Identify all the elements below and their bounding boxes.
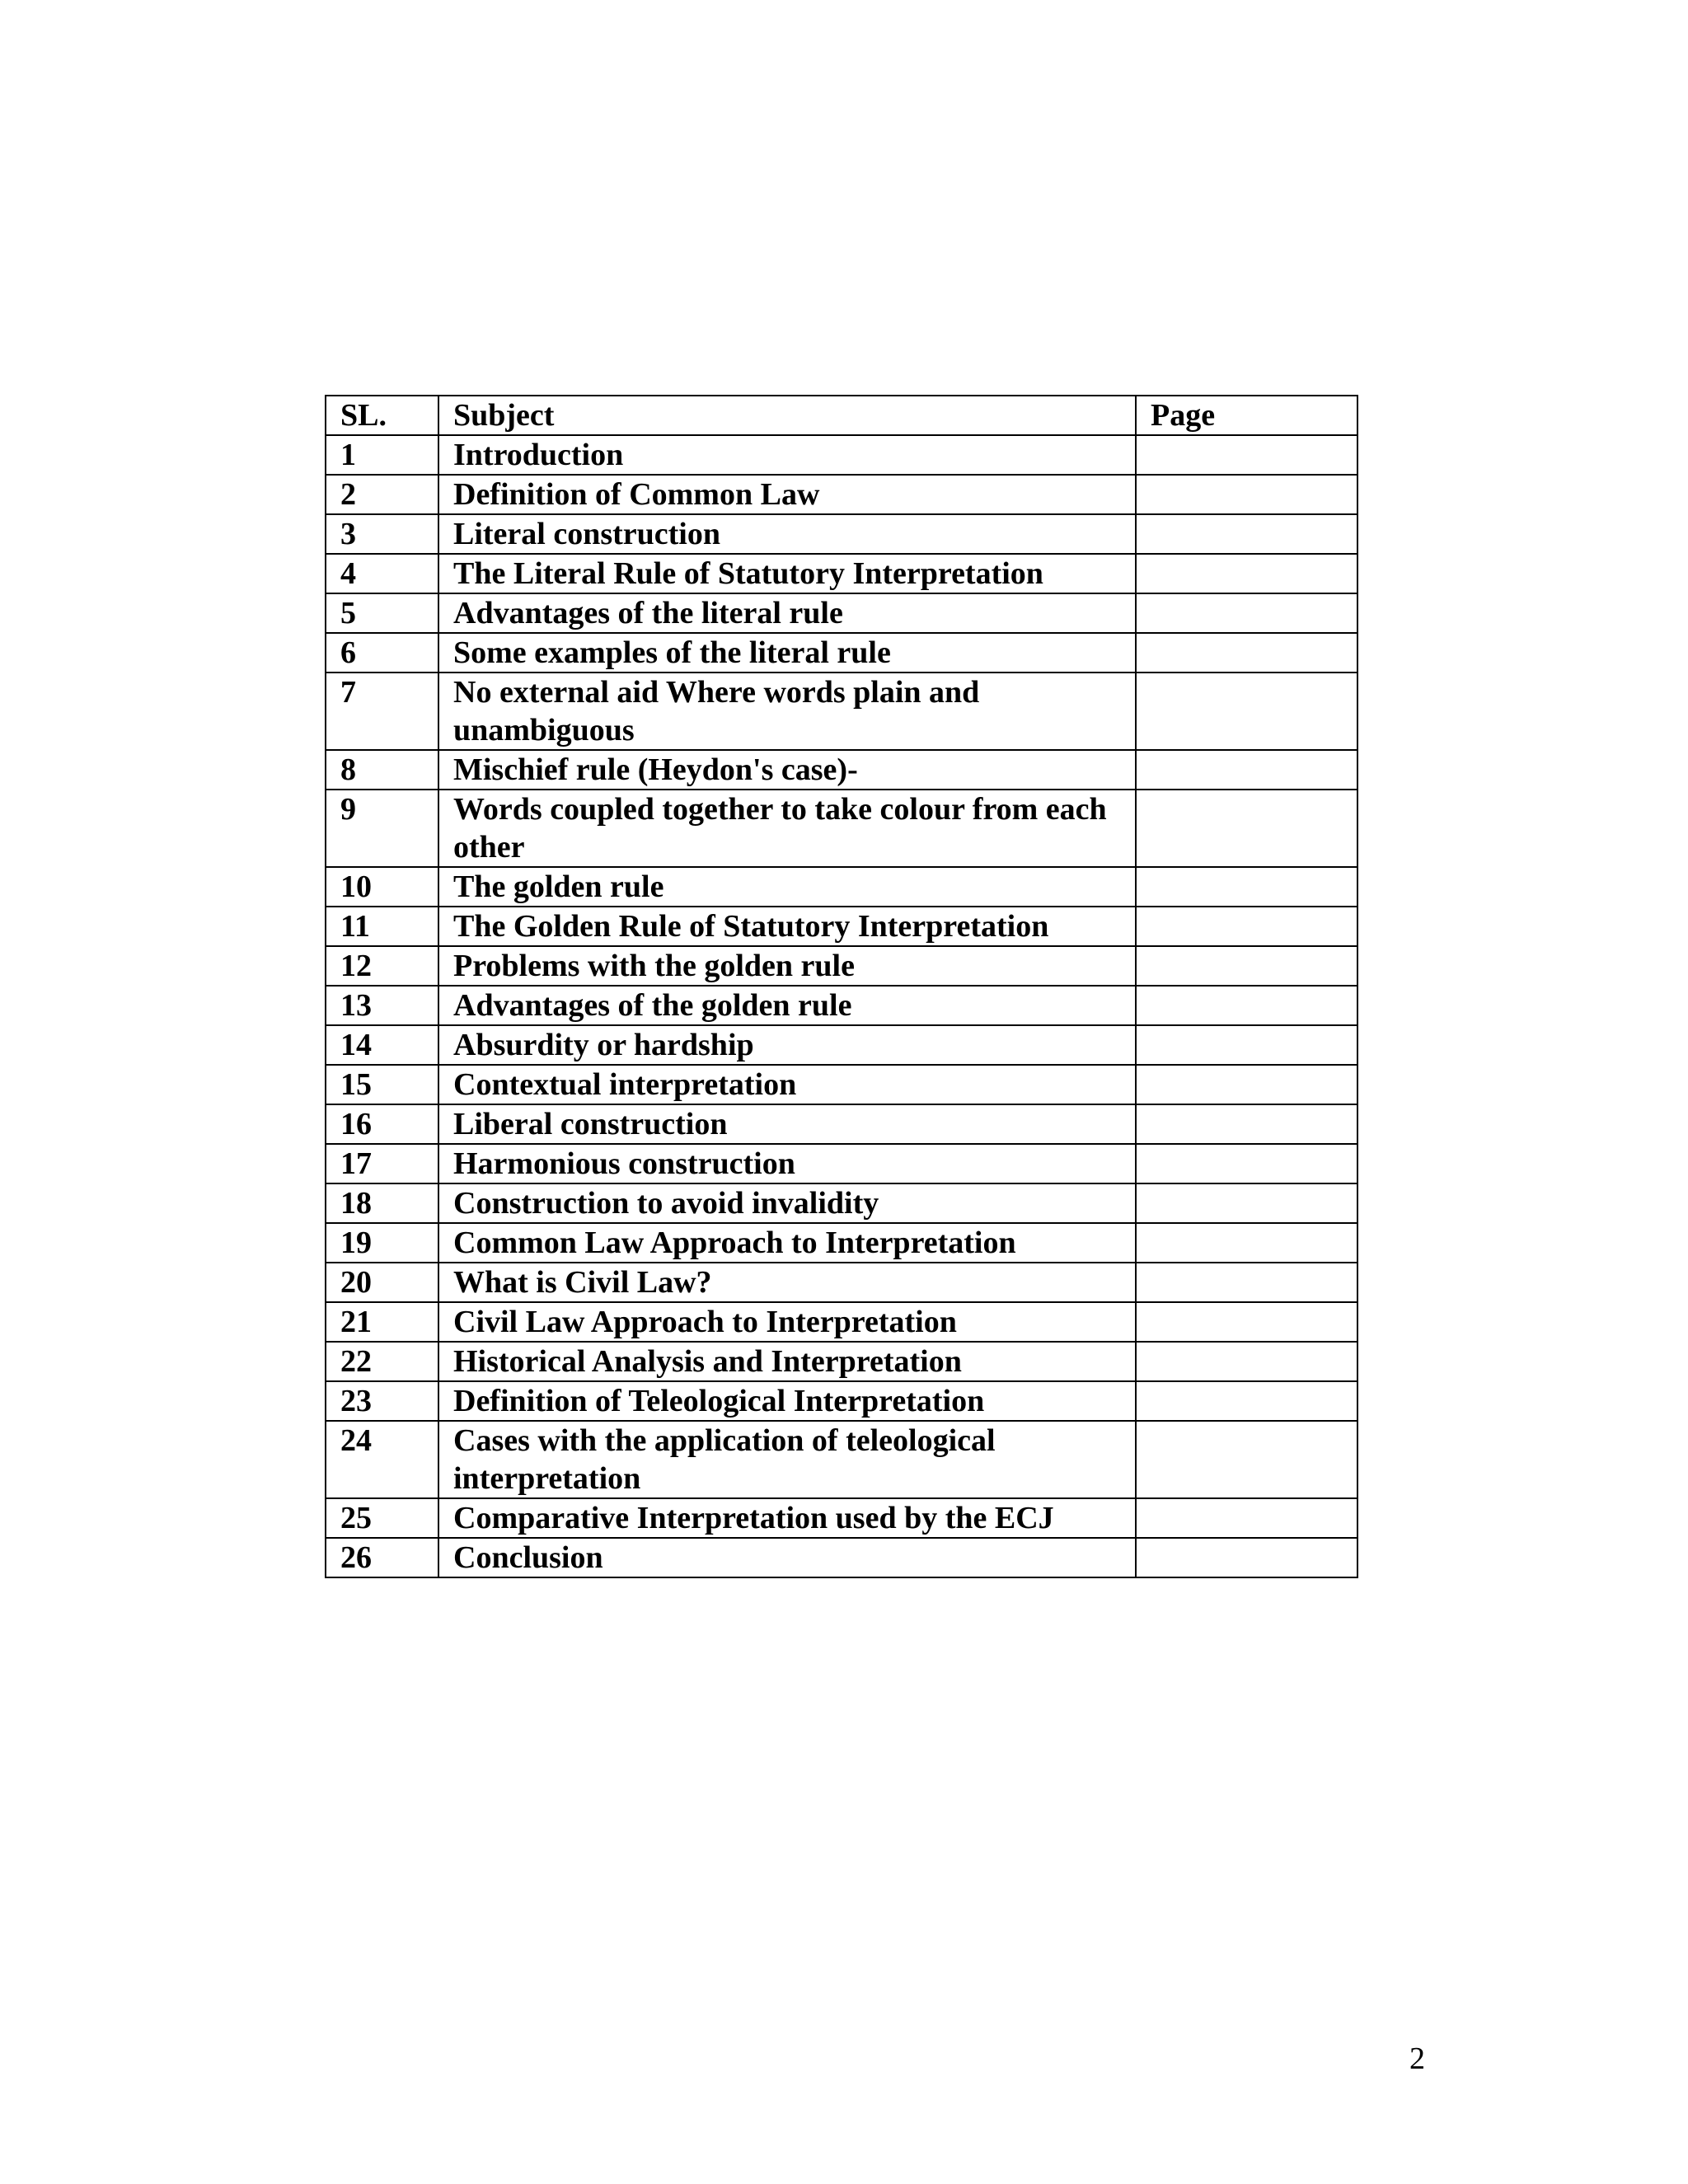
cell-subject: Definition of Common Law [438, 475, 1136, 514]
table-row [326, 986, 1357, 1025]
header-subject: Subject [438, 396, 1136, 435]
cell-sl: 8 [326, 750, 438, 790]
cell-page [1136, 790, 1357, 867]
table-row [326, 750, 1357, 790]
cell-subject: Construction to avoid invalidity [438, 1183, 1136, 1223]
table-row [326, 633, 1357, 673]
cell-subject: Harmonious construction [438, 1144, 1136, 1183]
cell-page [1136, 1144, 1357, 1183]
cell-sl: 18 [326, 1183, 438, 1223]
table-row [326, 1183, 1357, 1223]
table-row [326, 475, 1357, 514]
table-row [326, 907, 1357, 946]
table-row [326, 593, 1357, 633]
table-row [326, 1263, 1357, 1302]
cell-page [1136, 1381, 1357, 1421]
cell-subject: Introduction [438, 435, 1136, 475]
cell-sl: 26 [326, 1538, 438, 1577]
cell-sl: 10 [326, 867, 438, 907]
table-header-row [326, 396, 1357, 435]
table-row [326, 1421, 1357, 1498]
cell-sl: 17 [326, 1144, 438, 1183]
cell-subject: The Literal Rule of Statutory Interpretation [438, 554, 1136, 593]
cell-subject: Advantages of the golden rule [438, 986, 1136, 1025]
cell-sl: 12 [326, 946, 438, 986]
table-row [326, 673, 1357, 750]
table-row [326, 790, 1357, 867]
cell-subject: Definition of Teleological Interpretation [438, 1381, 1136, 1421]
cell-sl: 3 [326, 514, 438, 554]
cell-subject: Words coupled together to take colour from each other [438, 790, 1136, 867]
cell-subject: The golden rule [438, 867, 1136, 907]
cell-subject: Comparative Interpretation used by the ECJ [438, 1498, 1136, 1538]
cell-page [1136, 593, 1357, 633]
cell-page [1136, 435, 1357, 475]
cell-sl: 4 [326, 554, 438, 593]
table-row [326, 1025, 1357, 1065]
table-row [326, 1104, 1357, 1144]
table-row [326, 867, 1357, 907]
cell-subject: The Golden Rule of Statutory Interpretation [438, 907, 1136, 946]
table-row [326, 1538, 1357, 1577]
cell-sl: 20 [326, 1263, 438, 1302]
cell-sl: 13 [326, 986, 438, 1025]
cell-page [1136, 1104, 1357, 1144]
cell-page [1136, 1421, 1357, 1498]
cell-subject: Absurdity or hardship [438, 1025, 1136, 1065]
cell-subject: Cases with the application of teleological interpretation [438, 1421, 1136, 1498]
cell-subject: Mischief rule (Heydon's case)- [438, 750, 1136, 790]
cell-sl: 19 [326, 1223, 438, 1263]
cell-subject: Problems with the golden rule [438, 946, 1136, 986]
cell-subject: Contextual interpretation [438, 1065, 1136, 1104]
cell-sl: 11 [326, 907, 438, 946]
cell-subject: Some examples of the literal rule [438, 633, 1136, 673]
cell-page [1136, 1302, 1357, 1342]
cell-page [1136, 554, 1357, 593]
cell-page [1136, 1223, 1357, 1263]
cell-sl: 21 [326, 1302, 438, 1342]
cell-subject: Common Law Approach to Interpretation [438, 1223, 1136, 1263]
table-row [326, 1498, 1357, 1538]
table-row [326, 514, 1357, 554]
cell-subject: What is Civil Law? [438, 1263, 1136, 1302]
cell-page [1136, 867, 1357, 907]
cell-subject: Advantages of the literal rule [438, 593, 1136, 633]
cell-sl: 7 [326, 673, 438, 750]
cell-subject: Conclusion [438, 1538, 1136, 1577]
cell-sl: 6 [326, 633, 438, 673]
cell-page [1136, 1342, 1357, 1381]
cell-page [1136, 1538, 1357, 1577]
cell-page [1136, 673, 1357, 750]
table-of-contents [325, 395, 1358, 1578]
cell-subject: Civil Law Approach to Interpretation [438, 1302, 1136, 1342]
cell-page [1136, 1065, 1357, 1104]
cell-sl: 23 [326, 1381, 438, 1421]
cell-page [1136, 750, 1357, 790]
table-row [326, 1342, 1357, 1381]
cell-sl: 9 [326, 790, 438, 867]
table-row [326, 1065, 1357, 1104]
cell-sl: 25 [326, 1498, 438, 1538]
cell-sl: 22 [326, 1342, 438, 1381]
cell-sl: 15 [326, 1065, 438, 1104]
cell-page [1136, 514, 1357, 554]
cell-sl: 16 [326, 1104, 438, 1144]
table-row [326, 1144, 1357, 1183]
cell-page [1136, 946, 1357, 986]
cell-page [1136, 1498, 1357, 1538]
cell-sl: 14 [326, 1025, 438, 1065]
table-row [326, 946, 1357, 986]
page-number: 2 [1409, 2041, 1425, 2076]
cell-page [1136, 633, 1357, 673]
cell-subject: Literal construction [438, 514, 1136, 554]
cell-sl: 5 [326, 593, 438, 633]
cell-page [1136, 907, 1357, 946]
table-row [326, 1223, 1357, 1263]
header-sl: SL. [326, 396, 438, 435]
table-row [326, 1302, 1357, 1342]
cell-page [1136, 1263, 1357, 1302]
table-row [326, 1381, 1357, 1421]
table-row [326, 435, 1357, 475]
cell-sl: 2 [326, 475, 438, 514]
cell-page [1136, 1183, 1357, 1223]
cell-subject: Historical Analysis and Interpretation [438, 1342, 1136, 1381]
table-row [326, 554, 1357, 593]
cell-page [1136, 1025, 1357, 1065]
cell-page [1136, 475, 1357, 514]
cell-subject: Liberal construction [438, 1104, 1136, 1144]
header-page: Page [1136, 396, 1357, 435]
cell-sl: 1 [326, 435, 438, 475]
cell-page [1136, 986, 1357, 1025]
cell-sl: 24 [326, 1421, 438, 1498]
cell-subject: No external aid Where words plain and unambiguous [438, 673, 1136, 750]
